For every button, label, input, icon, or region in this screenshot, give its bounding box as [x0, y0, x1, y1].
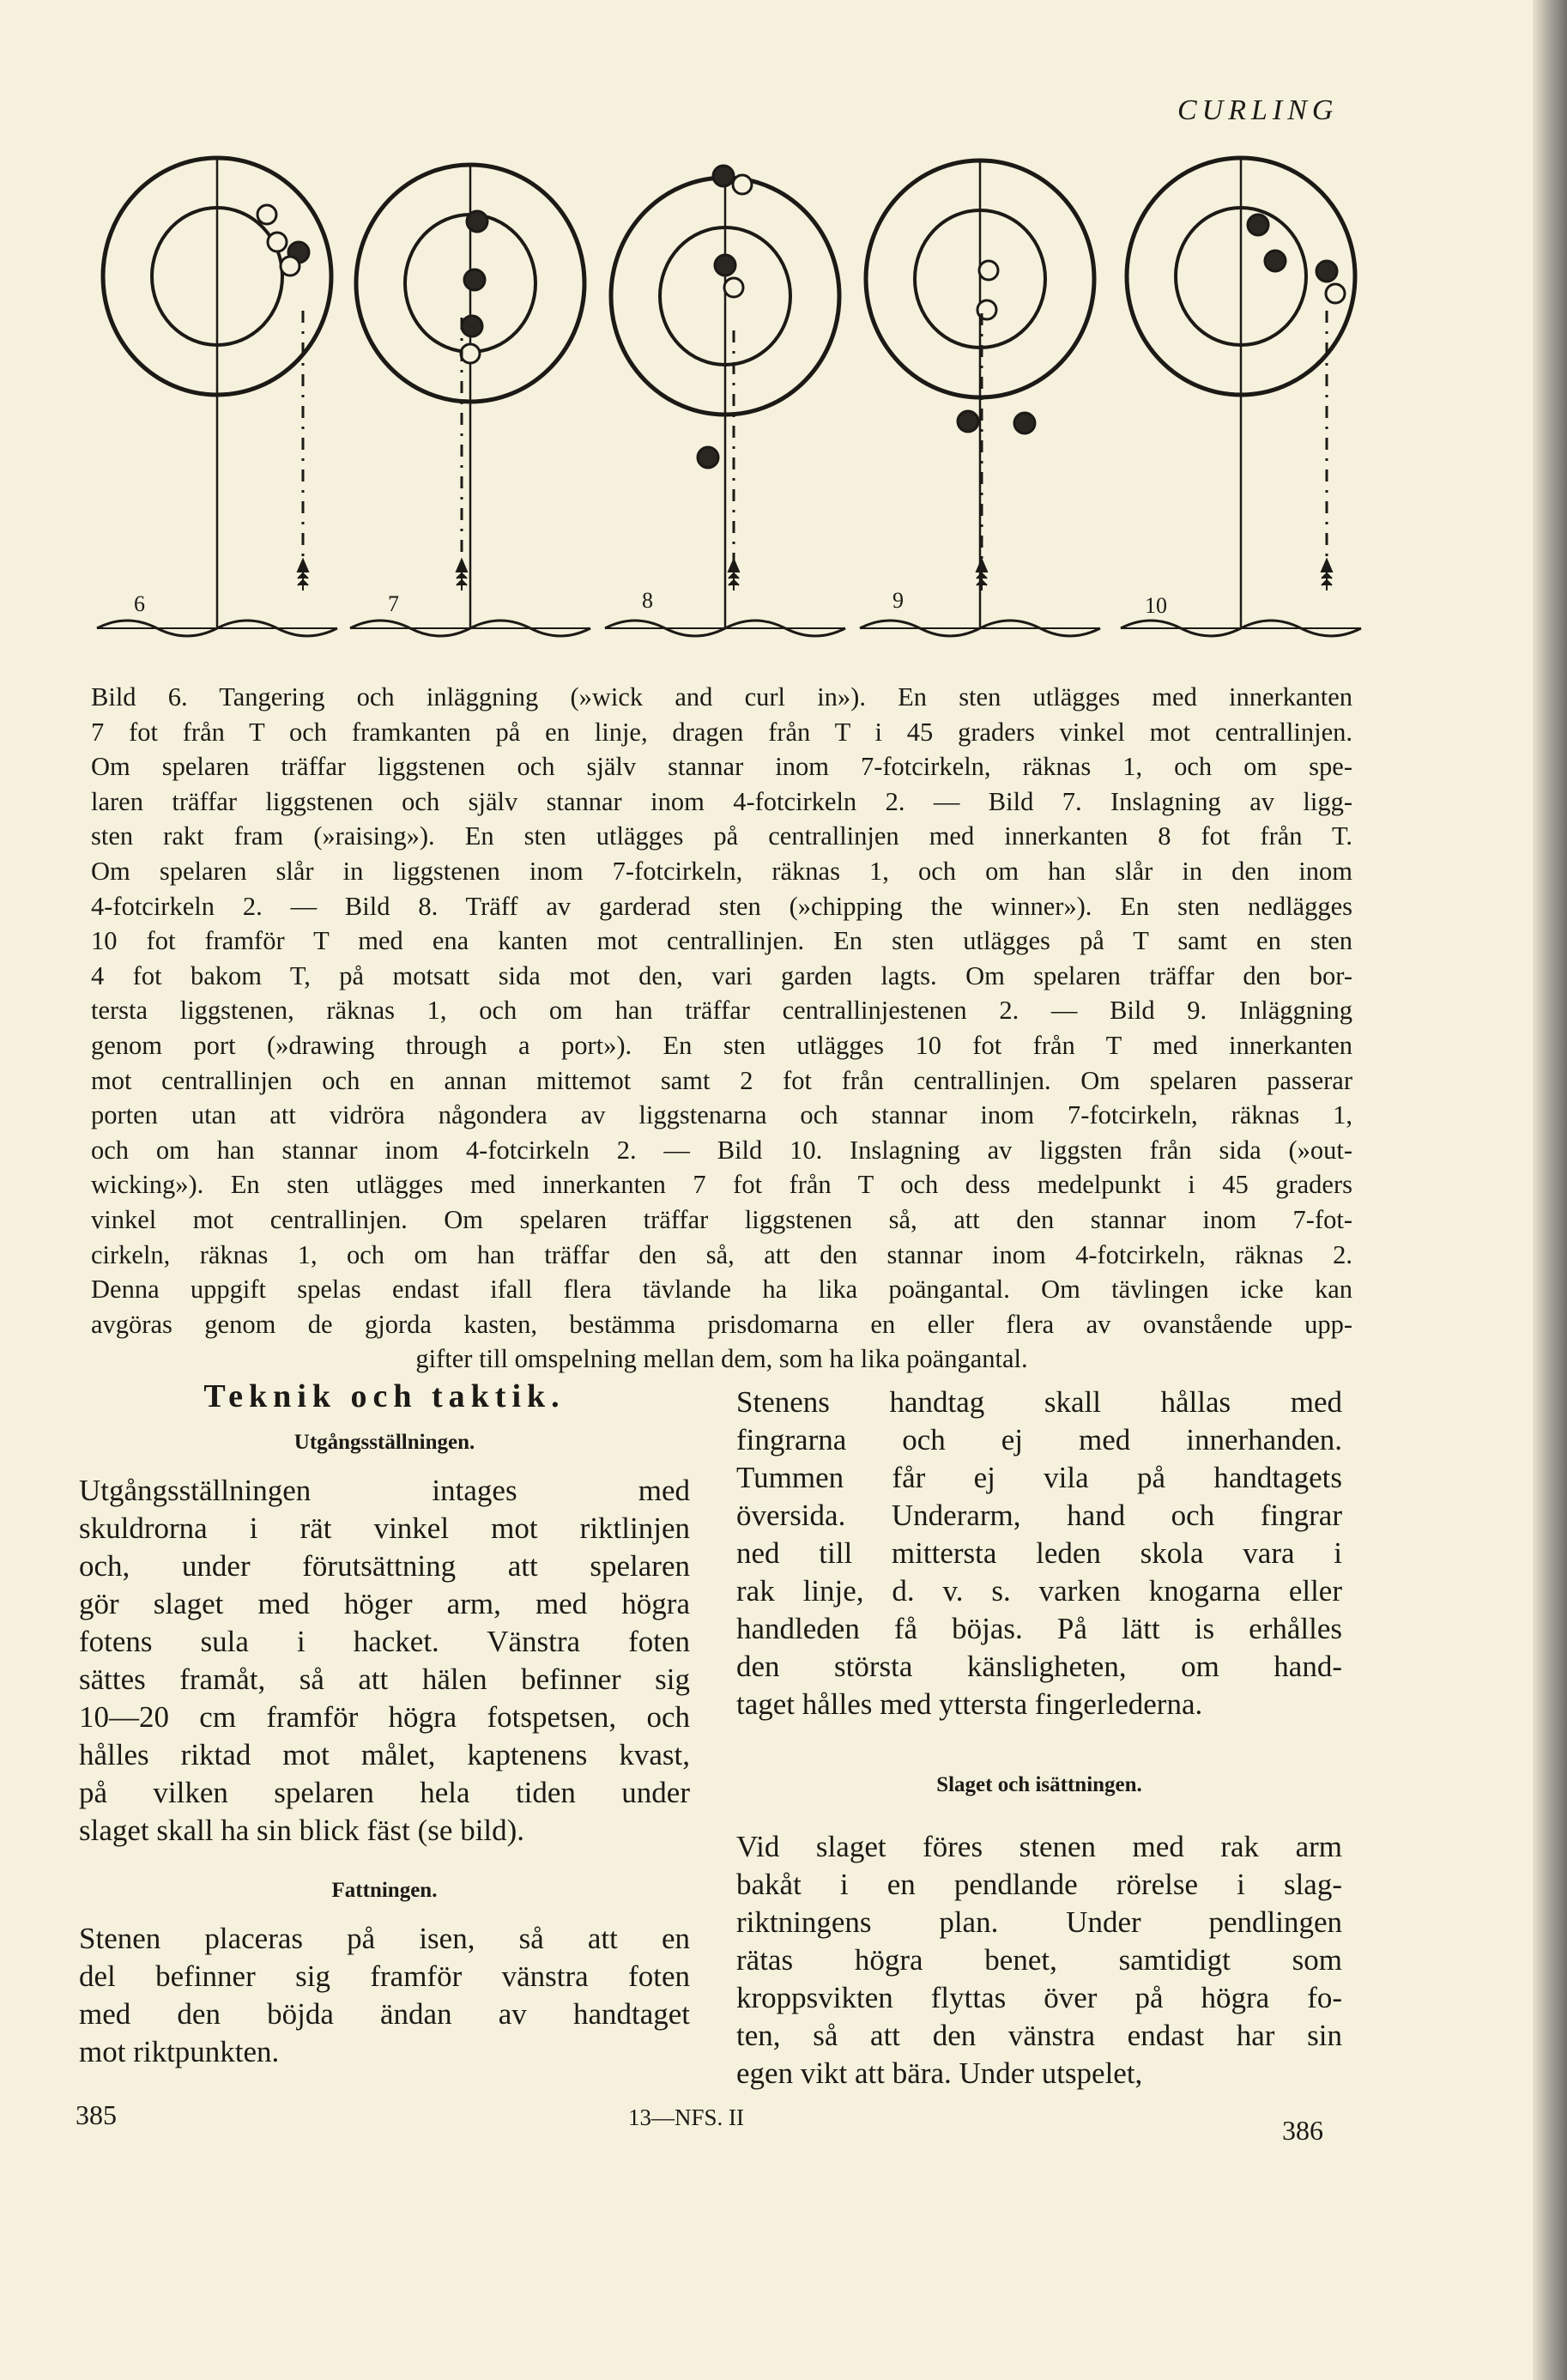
text-line: mot centrallinjen och en annan mittemot samt 2 fot från centrallinjen. Om spelaren passerar	[91, 1065, 1352, 1095]
subheading-fattningen: Fattningen.	[331, 1879, 438, 1902]
text-line: Bild 6. Tangering och inläggning (»wick and curl in»). En sten utlägges med innerkanten	[91, 682, 1352, 712]
dark-stone	[1316, 261, 1337, 282]
light-stone	[257, 205, 276, 224]
text-line: 10—20 cm framför högra fotspetsen, och	[79, 1700, 690, 1734]
curling-diagrams	[0, 146, 1567, 661]
dark-stone	[1248, 215, 1268, 235]
text-line: Vid slaget föres stenen med rak arm	[736, 1830, 1342, 1863]
paragraph	[736, 1384, 1342, 1723]
text-line: egen vikt att bära. Under utspelet,	[736, 2056, 1143, 2090]
dark-stone	[713, 166, 734, 186]
text-line: avgöras genom de gjorda kasten, bestämma prisdomarna en eller flera av ovanstående upp-	[91, 1309, 1352, 1339]
text-line: gifter till omspelning mellan dem, som ha lika poängantal.	[415, 1344, 1028, 1374]
text-line: rak linje, d. v. s. varken knogarna eller	[736, 1574, 1342, 1608]
figure-number: 10	[1145, 593, 1167, 618]
text-line: och om han stannar inom 4-fotcirkeln 2. — Bild 10. Inslagning av liggsten från sida (»out-	[91, 1135, 1352, 1165]
text-line: 4 fot bakom T, på motsatt sida mot den, vari garden lagts. Om spelaren träffar den bor-	[91, 960, 1352, 990]
light-stone	[1326, 284, 1345, 303]
arrow-icon	[977, 560, 987, 590]
text-line: vinkel mot centrallinjen. Om spelaren träffar liggstenen så, att den stannar inom 7-fot-	[91, 1204, 1352, 1234]
dark-stone	[715, 255, 735, 276]
text-line: slaget skall ha sin blick fäst (se bild).	[79, 1814, 525, 1847]
text-line: ten, så att den vänstra endast har sin	[736, 2019, 1342, 2052]
text-line: sättes framåt, så att hälen befinner sig	[79, 1662, 690, 1696]
text-line: 10 fot framför T med ena kanten mot centrallinjen. En sten utlägges på T samt en sten	[91, 926, 1352, 956]
light-stone	[268, 233, 287, 251]
light-stone	[979, 261, 998, 280]
dark-stone	[1014, 413, 1035, 433]
text-line: laren träffar liggstenen och själv stannar inom 4-fotcirkeln 2. — Bild 7. Inslagning av ligg-	[91, 786, 1352, 816]
text-line: sten rakt fram (»raising»). En sten utlägges på centrallinjen med innerkanten 8 fot från T.	[91, 821, 1352, 851]
text-line: Utgångsställningen intages med	[79, 1474, 690, 1507]
text-line: riktningens plan. Under pendlingen	[736, 1905, 1342, 1939]
text-line: ned till mittersta leden skola vara i	[736, 1536, 1342, 1570]
text-line: gör slaget med höger arm, med högra	[79, 1587, 690, 1620]
paragraph	[736, 1828, 1342, 2092]
figure-caption	[91, 680, 1352, 1377]
text-line: fingrarna och ej med innerhanden.	[736, 1423, 1342, 1456]
text-line: rätas högra benet, samtidigt som	[736, 1943, 1342, 1977]
section-heading: Teknik och taktik.	[203, 1378, 566, 1414]
text-line: porten utan att vidröra någondera av liggstenarna och stannar inom 7-fotcirkeln, räknas 1,	[91, 1100, 1352, 1130]
text-line: Stenen placeras på isen, så att en	[79, 1922, 690, 1955]
text-line: del befinner sig framför vänstra foten	[79, 1959, 690, 1993]
light-stone	[281, 257, 299, 276]
page-number-right: 386	[1282, 2115, 1323, 2146]
arrow-icon	[1322, 560, 1332, 590]
text-line: genom port (»drawing through a port»). En sten utlägges 10 fot från T med innerkanten	[91, 1030, 1352, 1060]
text-line: bakåt i en pendlande rörelse i slag-	[736, 1868, 1342, 1901]
text-line: mot riktpunkten.	[79, 2035, 280, 2068]
text-line: taget hålles med yttersta fingerlederna.	[736, 1687, 1203, 1721]
dark-stone	[464, 269, 485, 290]
text-line: och, under förutsättning att spelaren	[79, 1549, 690, 1583]
text-line: handleden få böjas. På lätt is erhålles	[736, 1612, 1342, 1645]
dark-stone	[467, 211, 487, 232]
subheading-utgangsstallningen: Utgångsställningen.	[293, 1431, 475, 1454]
figure-number: 6	[134, 591, 145, 616]
figure-number: 8	[642, 588, 653, 613]
text-line: fotens sula i hacket. Vänstra foten	[79, 1625, 690, 1658]
dark-stone	[1265, 251, 1286, 271]
text-line: hålles riktad mot målet, kaptenens kvast,	[79, 1738, 690, 1771]
light-stone	[733, 175, 752, 194]
text-line: Denna uppgift spelas endast ifall flera tävlande ha lika poängantal. Om tävlingen icke kan	[91, 1275, 1352, 1305]
text-line: 4-fotcirkeln 2. — Bild 8. Träff av garderad sten (»chipping the winner»). En sten nedlägges	[91, 891, 1352, 921]
text-line: på vilken spelaren hela tiden under	[79, 1776, 690, 1809]
text-line: skuldrorna i rät vinkel mot riktlinjen	[79, 1511, 690, 1545]
dark-stone	[462, 316, 482, 336]
text-line: Om spelaren träffar liggstenen och själv stannar inom 7-fotcirkeln, räknas 1, och om spe-	[91, 752, 1352, 782]
text-line: tersta liggstenen, räknas 1, och om han träffar centrallinjestenen 2. — Bild 9. Inläggning	[91, 996, 1352, 1026]
light-stone	[461, 344, 480, 363]
text-line: kroppsvikten flyttas över på högra fo-	[736, 1981, 1342, 2014]
running-head: CURLING	[1177, 94, 1339, 126]
subheading-slaget: Slaget och isättningen.	[936, 1773, 1142, 1796]
left-column	[79, 1378, 690, 2071]
paragraph	[79, 1472, 690, 1850]
text-line: Stenens handtag skall hållas med	[736, 1385, 1342, 1419]
light-stone	[977, 300, 996, 319]
signature-mark: 13—NFS. II	[628, 2104, 745, 2130]
light-stone	[724, 278, 743, 297]
figure-number: 7	[388, 591, 399, 616]
arrow-icon	[298, 560, 308, 590]
text-line: Om spelaren slår in liggstenen inom 7-fotcirkeln, räknas 1, och om han slår in den inom	[91, 856, 1352, 886]
arrow-icon	[729, 560, 739, 590]
arrow-icon	[457, 560, 467, 590]
right-column	[736, 1384, 1342, 2092]
text-line: översida. Underarm, hand och fingrar	[736, 1499, 1342, 1532]
text-line: den största känsligheten, om hand-	[736, 1650, 1342, 1683]
text-line: med den böjda ändan av handtaget	[79, 1997, 690, 2031]
dark-stone	[698, 447, 718, 468]
text-line: wicking»). En sten utlägges med innerkanten 7 fot från T och dess medelpunkt i 45 graders	[91, 1170, 1352, 1200]
page-number-left: 385	[76, 2099, 117, 2130]
dark-stone	[958, 411, 978, 432]
text-line: cirkeln, räknas 1, och om han träffar den så, att den stannar inom 4-fotcirkeln, räknas 2.	[91, 1239, 1352, 1269]
text-line: 7 fot från T och framkanten på en linje, dragen från T i 45 graders vinkel mot centrallinjen.	[91, 717, 1352, 747]
paragraph	[79, 1920, 690, 2071]
text-line: Tummen får ej vila på handtagets	[736, 1461, 1342, 1494]
figure-number: 9	[892, 588, 904, 613]
